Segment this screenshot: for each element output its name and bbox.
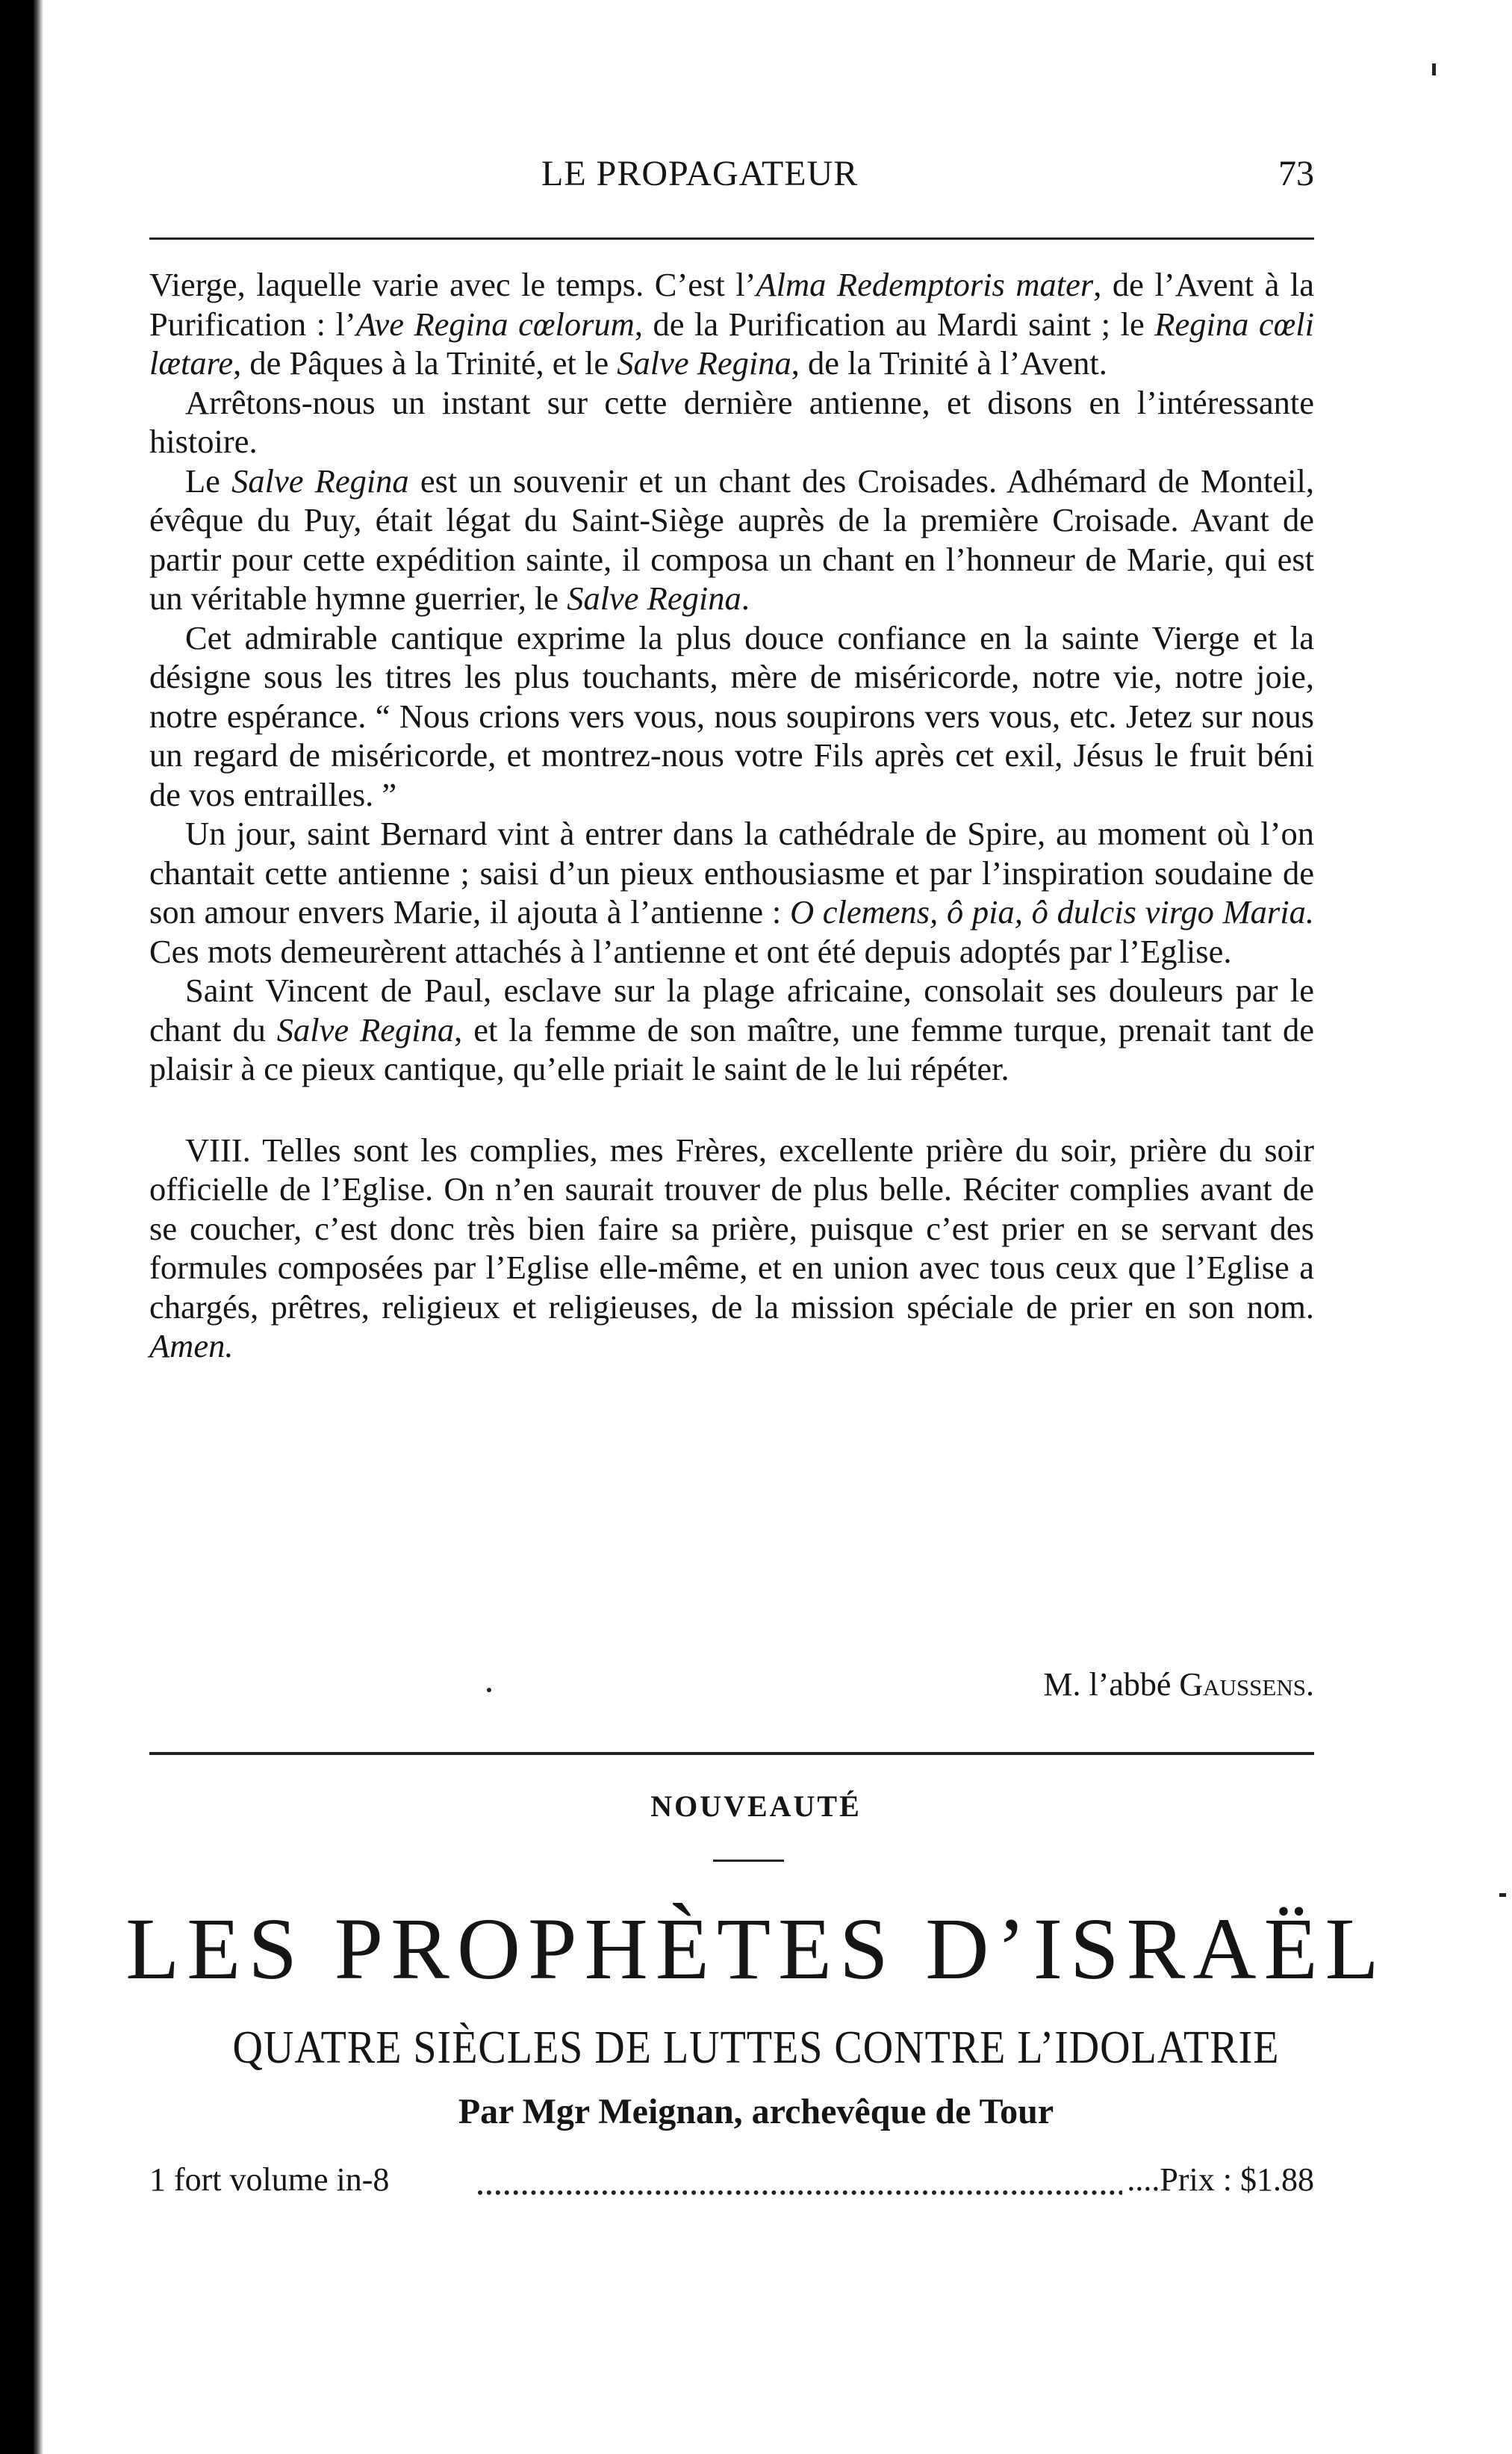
ad-book-subtitle: QUATRE SIÈCLES DE LUTTES CONTRE L’IDOLATRIE [232, 2022, 1280, 2074]
leader-dots [478, 2190, 1124, 2195]
text-run: Vierge, laquelle varie avec le temps. C’est l’ [149, 266, 756, 303]
scan-mark [1499, 1893, 1506, 1897]
text-run: Cet admirable cantique exprime la plus douce confiance en la sainte Vierge et la désigne sous les titres les plus touchants, mère de miséricorde, notre vie, notre joie, notre espérance. “ Nous crions vers vous, nous soupirons vers vous, etc. Jetez sur nous un regard de miséricorde, et montrez-nous votre Fils après cet exil, Jésus le fruit béni de vos entrailles. ” [149, 618, 1314, 813]
text-run: Saint Vincent de Paul, esclave sur la plage africaine, consolait ses douleurs par le chant du [149, 972, 1314, 1049]
ad-book-title: LES PROPHÈTES D’ISRAËL [125, 1900, 1387, 1998]
article-body [149, 265, 1314, 1366]
italic-phrase: Salve Regina [276, 1010, 455, 1049]
article-paragraph [149, 814, 1314, 971]
article-paragraph [149, 383, 1314, 462]
text-run: , de la Purification au Mardi saint ; le [634, 305, 1155, 343]
text-run: est un souvenir et un chant des Croisades. Adhémard de Monteil, évêque du Puy, était légat du Saint-Siège auprès de la première Croisade. Avant de partir pour cette expédition sainte, il composa un chant en l’honneur de Marie, qui est un véritable hymne guerrier, le [149, 462, 1314, 617]
text-run: Arrêtons-nous un instant sur cette dernière antienne, et disons en l’intéressante histoire. [149, 383, 1314, 460]
page-number: 73 [1278, 154, 1314, 193]
italic-phrase: Salve Regina [567, 580, 741, 617]
text-run: Le [185, 462, 232, 500]
ad-volume: 1 fort volume in-8 [149, 2161, 393, 2199]
text-run: , de Pâques à la Trinité, et le [233, 344, 617, 382]
ad-book-author: Par Mgr Meignan, archevêque de Tour [458, 2092, 1054, 2131]
ad-price-line [149, 2161, 1314, 2205]
italic-phrase: Amen. [149, 1327, 234, 1364]
stray-mark [487, 1688, 491, 1692]
text-run: VIII. Telles sont les complies, mes Frères, excellente prière du soir, prière du soir officielle de l’Eglise. On n’en saurait trouver de plus belle. Réciter complies avant de se coucher, c’est donc très bien faire sa prière, puisque c’est prier en se servant des formules composées par l’Eglise elle-même, et en union avec tous ceux que l’Eglise a chargés, prêtres, religieux et religieuses, de la mission spéciale de prier en son nom. [149, 1131, 1314, 1326]
italic-phrase: O clemens, ô pia, ô dulcis virgo Maria. [789, 893, 1314, 931]
scan-binding-edge [0, 0, 43, 2454]
running-title: LE PROPAGATEUR [541, 154, 859, 193]
text-run: , de la Trinité à l’Avent. [791, 344, 1107, 382]
scan-mark [1432, 63, 1436, 75]
italic-phrase: Regina cœli lætare [149, 305, 1315, 382]
text-run: , de l’Avent à la Purification : l’ [149, 266, 1315, 343]
ad-short-rule [713, 1860, 784, 1862]
text-run: Ces mots demeurèrent attachés à l’antienne et ont été depuis adoptés par l’Eglise. [149, 932, 1232, 970]
text-run: . [741, 580, 750, 617]
italic-phrase: Ave Regina cœlorum [355, 305, 635, 343]
article-paragraph [149, 265, 1314, 383]
article-paragraph [149, 462, 1314, 618]
author-signature [1043, 1665, 1314, 1703]
ad-label: NOUVEAUTÉ [650, 1789, 862, 1823]
signature-prefix: M. l’abbé [1043, 1666, 1180, 1703]
section-divider [149, 1752, 1314, 1755]
text-run: Un jour, saint Bernard vint à entrer dans la cathédrale de Spire, au moment où l’on chantait cette antienne ; saisi d’un pieux enthousiasme et par l’inspiration soudaine de son amour envers Marie, il ajouta à l’antienne : [149, 815, 1314, 931]
article-paragraph [149, 971, 1314, 1089]
header-rule [149, 237, 1314, 240]
italic-phrase: Salve Regina [231, 462, 409, 500]
article-paragraph [149, 1131, 1314, 1366]
italic-phrase: Alma Redemptoris mater [756, 266, 1094, 303]
running-head [149, 153, 1314, 205]
article-paragraph [149, 618, 1314, 815]
ad-price: ....Prix : $1.88 [1122, 2161, 1314, 2199]
italic-phrase: Salve Regina [617, 344, 791, 382]
signature-name: Gaussens. [1179, 1666, 1314, 1703]
text-run: , et la femme de son maître, une femme turque, prenait tant de plaisir à ce pieux cantique, qu’elle priait le saint de le lui répéter. [149, 1010, 1314, 1087]
